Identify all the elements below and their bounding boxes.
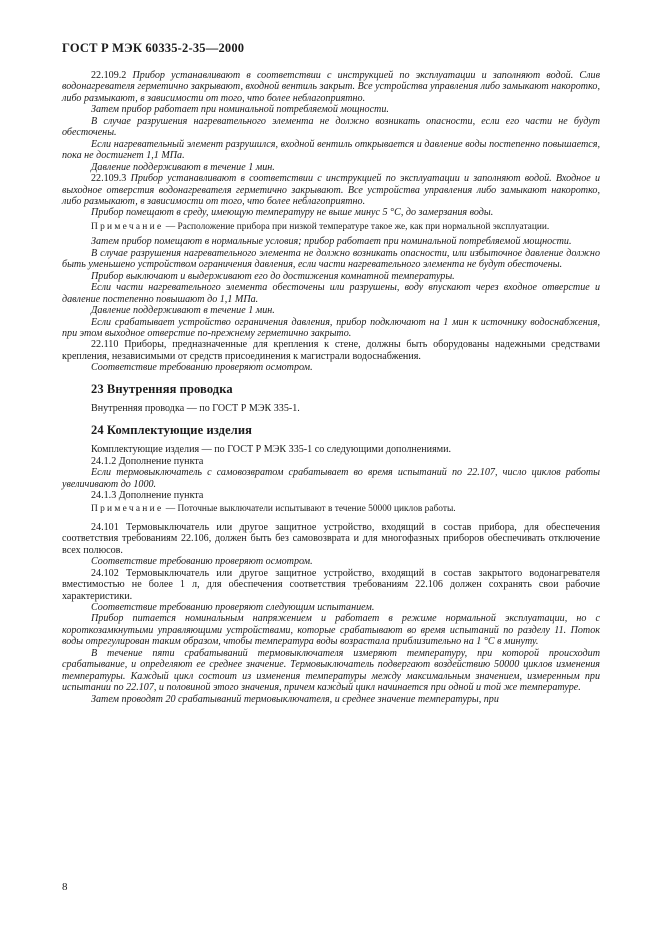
paragraph: Если срабатывает устройство ограничения давления, прибор подключают на 1 мин к источнику водоснабжения, при этом выходное отверстие по-прежнему герметично закрыто. <box>62 316 600 339</box>
paragraph: Давление поддерживают в течение 1 мин. <box>91 305 275 317</box>
note <box>62 222 600 233</box>
paragraph-22-109-2 <box>62 70 600 104</box>
note-text: — Расположение прибора при низкой температуре такое же, как при нормальной эксплуатации. <box>163 221 550 232</box>
document-header: ГОСТ Р МЭК 60335-2-35—2000 <box>62 41 245 55</box>
paragraph: Давление поддерживают в течение 1 мин. <box>91 161 275 173</box>
paragraph: В случае разрушения нагревательного элемента не должно возникать опасности, или избыточное давление должно быть уменьшено устройством ограничения давления, если части нагревательного элемента не будут обесточены. <box>62 247 600 271</box>
document-body <box>62 70 600 705</box>
paragraph: Если части нагревательного элемента обесточены или разрушены, воду впускают через входное отверстие и давление постепенно повышают до 1,1 МПа. <box>62 282 600 305</box>
paragraph: Прибор питается номинальным напряжением и работает в режиме нормальной эксплуатации, но с короткозамкнутыми управляющими устройствами, которые срабатывают во время испытаний по разделу 11. Поток воды отрегулирован таким образом, чтобы температура воды возрастала приблизительно на 1 °С в минуту. <box>62 613 600 648</box>
clause-text: Приборы, предназначенные для крепления к стене, должны быть оборудованы надежными средствами крепления, независимыми от средств присоединения к магистрали водоснабжения. <box>62 339 600 362</box>
paragraph: Внутренняя проводка — по ГОСТ Р МЭК 335-1. <box>91 403 300 415</box>
paragraph: Комплектующие изделия — по ГОСТ Р МЭК 335-1 со следующими дополнениями. <box>91 444 452 456</box>
clause-text: Прибор устанавливают в соответствии с инструкцией по эксплуатации и заполняют водой. Слив водонагревателя герметично закрывают, входной вентиль закрыт. Все устройства управления либо замыкают накоротко, либо размыкают, в зависимости от того, что более неблагоприятно. <box>62 70 600 104</box>
paragraph: В случае разрушения нагревательного элемента не должно возникать опасности, если его части не будут обесточены. <box>62 115 600 139</box>
paragraph: Соответствие требованию проверяют осмотром. <box>91 362 313 374</box>
section-heading-23: 23 Внутренняя проводка <box>91 381 233 396</box>
note-text: — Поточные выключатели испытывают в течение 50000 циклов работы. <box>163 504 456 515</box>
paragraph: Затем прибор работает при номинальной потребляемой мощности. <box>91 104 389 116</box>
clause-number: 22.109.2 <box>91 70 127 81</box>
paragraph: В течение пяти срабатываний термовыключателя измеряют температуру, при которой происходит срабатывание, и определяют ее среднее значение. Термовыключатель подвергают воздействию 50000 циклов изменения температуры. Каждый цикл состоит из изменения температуры между максимальным значением, измеренным при испытании по 22.107, и половиной этого значения, причем каждый цикл начинается при одной и той же температуре. <box>62 647 600 694</box>
paragraph: Соответствие требованию проверяют осмотром. <box>91 556 313 568</box>
clause-text: Прибор устанавливают в соответствии с инструкцией по эксплуатации и заполняют водой. Входное и выходное отверстия водонагревателя герметично закрывают. Все устройства управления либо замыкают накоротко, либо размыкают, в зависимости от того, что более неблагоприятно. <box>62 173 600 207</box>
paragraph: Затем проводят 20 срабатываний термовыключателя, и среднее значение температуры, при <box>91 693 499 705</box>
page-number: 8 <box>62 881 68 893</box>
paragraph-22-110 <box>62 339 600 362</box>
note-label: Примечание <box>91 504 164 515</box>
paragraph: Соответствие требованию проверяют следующим испытанием. <box>91 602 375 614</box>
paragraph: 24.102 Термовыключатель или другое защитное устройство, входящий в состав закрытого водонагревателя вместимостью не более 1 л, для обеспечения соответствия требованиям 22.106 должен сохранять свои рабочие характеристики. <box>62 567 600 602</box>
section-heading-24: 24 Комплектующие изделия <box>91 422 253 437</box>
note-label: Примечание <box>91 221 164 232</box>
paragraph: Если термовыключатель с самовозвратом срабатывает во время испытаний по 22.107, число циклов работы увеличивают до 1000. <box>62 467 600 490</box>
paragraph: 24.1.3 Дополнение пункта <box>91 489 204 501</box>
paragraph: Прибор помещают в среду, имеющую температуру не выше минус 5 °С, до замерзания воды. <box>91 207 494 219</box>
clause-number: 22.110 <box>91 339 119 351</box>
note <box>62 504 600 515</box>
paragraph: 24.101 Термовыключатель или другое защитное устройство, входящий в состав прибора, для обеспечения соответствия требованиям 22.106, должен быть без самовозврата и для многофазных приборов обеспечивать отключение всех полюсов. <box>62 521 600 556</box>
paragraph: 24.1.2 Дополнение пункта <box>91 455 204 467</box>
paragraph-22-109-3 <box>62 173 600 207</box>
paragraph: Прибор выключают и выдерживают его до достижения комнатной температуры. <box>91 270 455 282</box>
paragraph: Затем прибор помещают в нормальные условия; прибор работает при номинальной потребляемой мощности. <box>91 236 572 248</box>
paragraph: Если нагревательный элемент разрушился, входной вентиль открывается и давление воды постепенно повышается, пока не достигнет 1,1 МПа. <box>62 138 600 162</box>
clause-number: 22.109.3 <box>91 173 127 185</box>
